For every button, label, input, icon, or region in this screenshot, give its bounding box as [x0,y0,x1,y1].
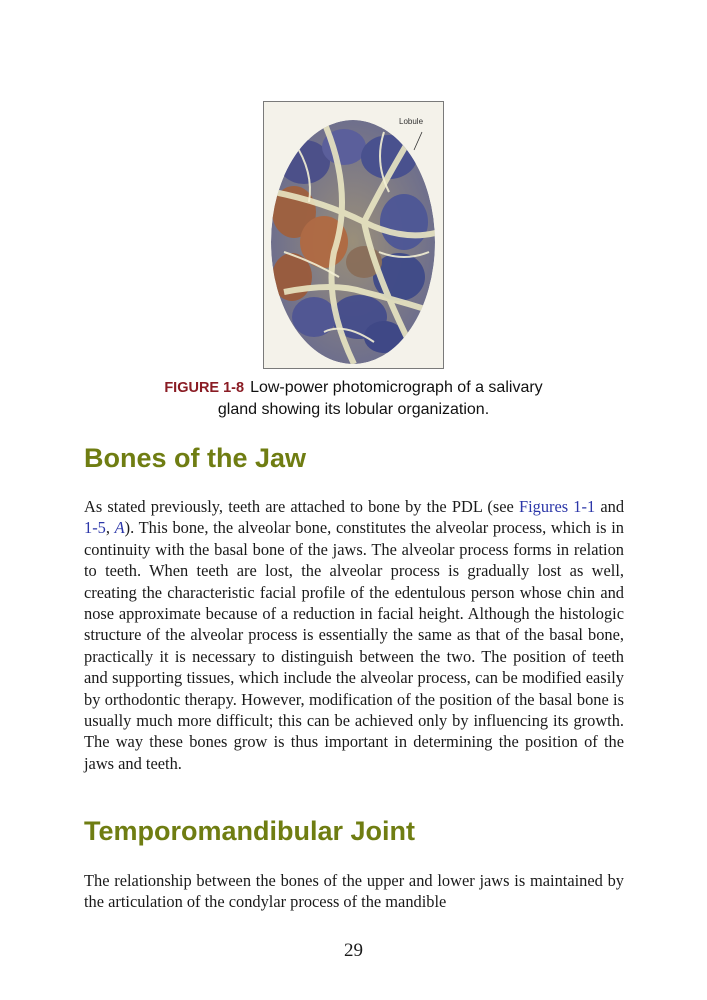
bones-paragraph [84,496,624,774]
section-heading-temporomandibular-joint: Temporomandibular Joint [84,816,416,846]
section-heading-bones-of-the-jaw: Bones of the Jaw [84,443,307,473]
figure-panel-link[interactable]: A [114,518,125,538]
caption-line-2: gland showing its lobular organization. [217,401,490,418]
paragraph-text: ). This bone, the alveolar bone, constitutes the alveolar process, which is in continuity with the basal bone of the jaws. The alveolar process forms in relation to teeth. When teeth are lost, the alveolar process is gradually lost as well, creating the characteristic facial profile of the edentulous person whose chin and nose approximate because of a reduction in facial height. Although the histologic structure of the alveolar process is essentially the same as that of the basal bone, practically it is necessary to distinguish between the two. The position of teeth and supporting tissues, which include the alveolar process, can be modified easily by orthodontic therapy. However, modification of the position of the basal bone is usually much more difficult; this can be achieved only by influencing its growth. The way these bones grow is thus important in determining the position of the jaws and teeth. [84,518,624,773]
figure-link[interactable]: Figures 1-1 [518,497,596,516]
salivary-gland-photomicrograph [263,101,444,369]
figure-label: FIGURE 1-8 [164,380,245,396]
lobule-label: Lobule [399,117,424,126]
paragraph-text: and [595,497,625,516]
paragraph-text: , [105,518,115,538]
figure-caption [110,377,597,421]
paragraph-text: As stated previously, teeth are attached to bone by the PDL (see [84,497,519,516]
page-number: 29 [344,940,363,961]
tmj-paragraph: The relationship between the bones of the upper and lower jaws is maintained by the articulation of the condylar process of the mandible [84,871,624,912]
figure-link[interactable]: 1-5 [84,518,106,538]
caption-line-1: Low-power photomicrograph of a salivary [250,379,543,396]
